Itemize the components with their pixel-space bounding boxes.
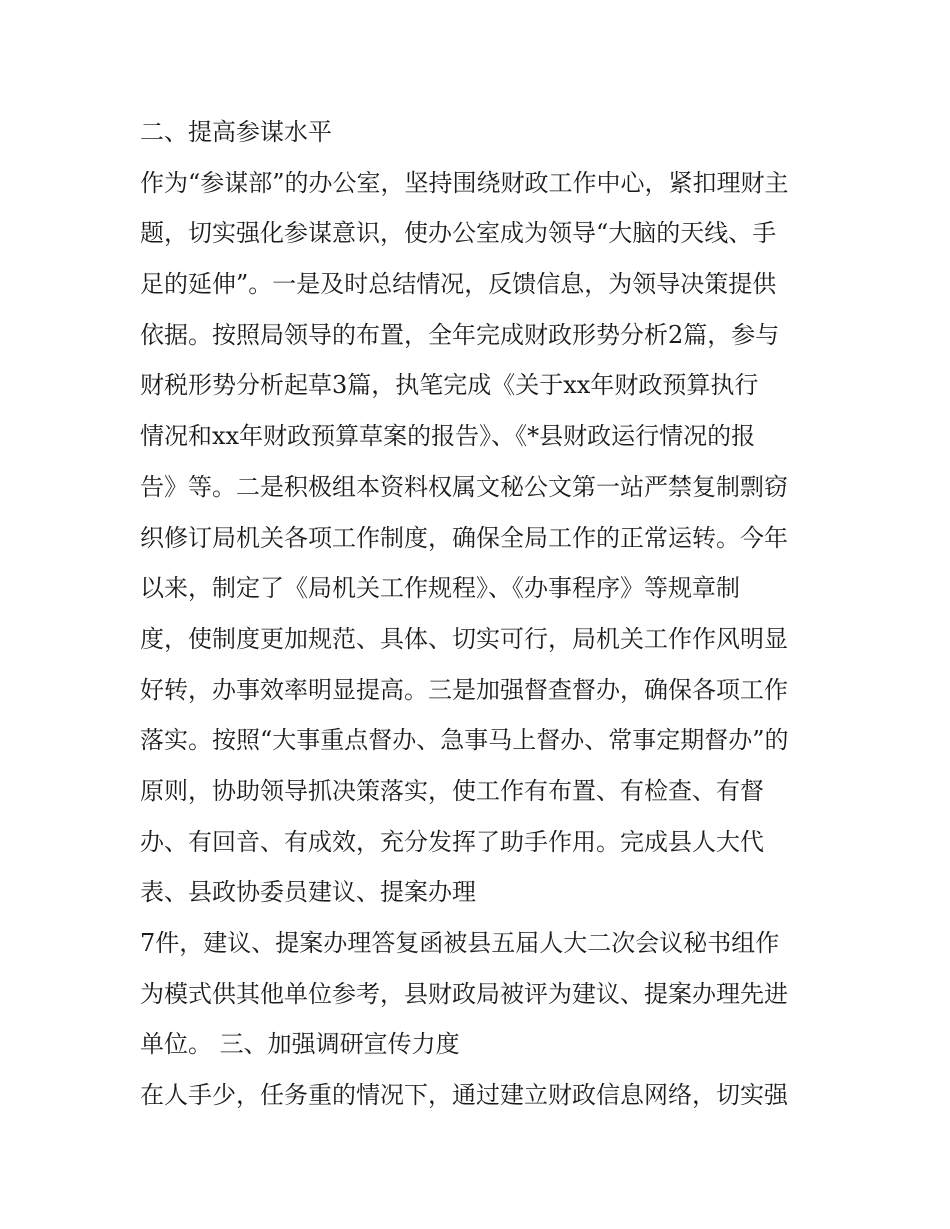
text-line: 以来，制定了《局机关工作规程》、《办事程序》等规章制 [140, 574, 740, 603]
text-line: 告》等。二是积极组本资料权属文秘公文第一站严禁复制剽窃 [140, 472, 788, 501]
text-line: 依据。按照局领导的布置，全年完成财政形势分析2篇，参与 [140, 320, 780, 349]
text-line: 办、有回音、有成效，充分发挥了助手作用。完成县人大代 [140, 827, 764, 856]
text-line: 织修订局机关各项工作制度，确保全局工作的正常运转。今年 [140, 523, 788, 552]
text-line: 财税形势分析起草3篇，执笔完成《关于xx年财政预算执行 [140, 371, 759, 400]
text-line: 原则，协助领导抓决策落实，使工作有布置、有检查、有督 [140, 776, 764, 805]
text-line: 足的延伸”。一是及时总结情况，反馈信息，为领导决策提供 [140, 270, 777, 299]
text-line: 落实。按照“大事重点督办、急事马上督办、常事定期督办”的 [140, 726, 789, 755]
text-line: 题，切实强化参谋意识，使办公室成为领导“大脑的天线、手 [140, 219, 777, 248]
text-line: 7件，建议、提案办理答复函被县五届人大二次会议秘书组作 [140, 929, 780, 957]
text-line: 在人手少，任务重的情况下，通过建立财政信息网络，切实强 [140, 1081, 788, 1110]
heading-section-2: 二、提高参谋水平 [140, 118, 332, 146]
text-line: 作为“参谋部”的办公室，坚持围绕财政工作中心，紧扣理财主 [140, 168, 789, 197]
text-line: 好转，办事效率明显提高。三是加强督查督办，确保各项工作 [140, 675, 788, 704]
document-body [140, 107, 820, 1121]
text-line: 情况和xx年财政预算草案的报告》、《*县财政运行情况的报 [140, 422, 756, 451]
text-line: 表、县政协委员建议、提案办理 [140, 878, 476, 907]
text-line: 为模式供其他单位参考，县财政局被评为建议、提案办理先进 [140, 979, 788, 1008]
text-line: 度，使制度更加规范、具体、切实可行，局机关工作作风明显 [140, 624, 788, 653]
heading-section-3-line: 单位。 三、加强调研宣传力度 [140, 1030, 460, 1059]
